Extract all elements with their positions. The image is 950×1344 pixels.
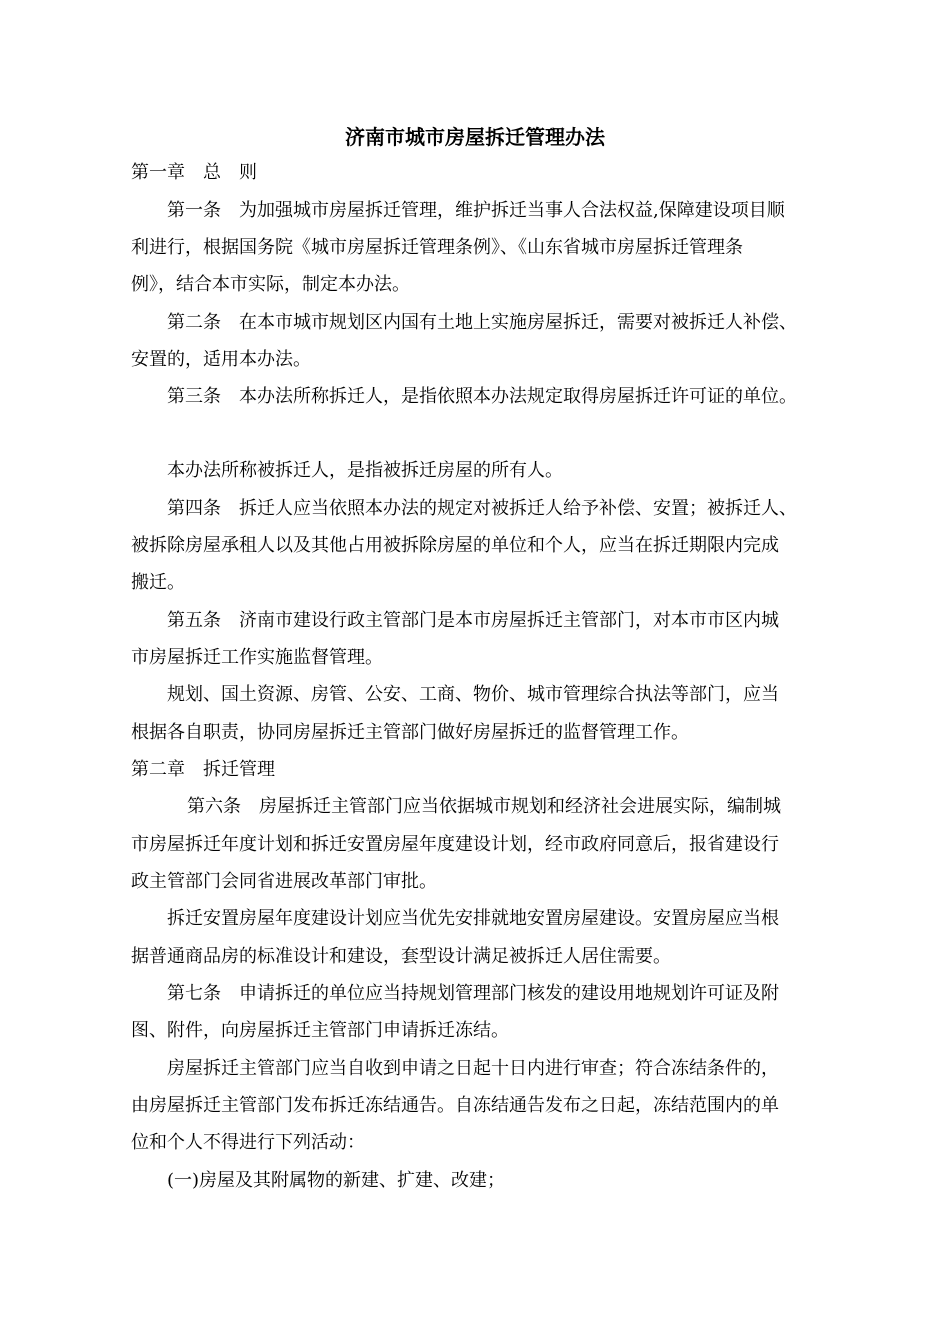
- paragraph-line: 安置的，适用本办法。: [131, 349, 311, 370]
- paragraph-line: 第三条 本办法所称拆迁人，是指依照本办法规定取得房屋拆迁许可证的单位。: [167, 386, 797, 407]
- paragraph-line: 第六条 房屋拆迁主管部门应当依据城市规划和经济社会进展实际，编制城: [187, 796, 781, 817]
- paragraph-line: 政主管部门会同省进展改革部门审批。: [131, 871, 437, 892]
- paragraph-line: 规划、国土资源、房管、公安、工商、物价、城市管理综合执法等部门，应当: [167, 684, 779, 705]
- paragraph-line: 第五条 济南市建设行政主管部门是本市房屋拆迁主管部门，对本市市区内城: [167, 610, 779, 631]
- paragraph-line: 房屋拆迁主管部门应当自收到申请之日起十日内进行审查；符合冻结条件的，: [167, 1058, 779, 1079]
- paragraph-line: 第四条 拆迁人应当依照本办法的规定对被拆迁人给予补偿、安置；被拆迁人、: [167, 498, 797, 519]
- paragraph-line: 第七条 申请拆迁的单位应当持规划管理部门核发的建设用地规划许可证及附: [167, 983, 779, 1004]
- paragraph-line: 利进行，根据国务院《城市房屋拆迁管理条例》、《山东省城市房屋拆迁管理条: [131, 237, 743, 258]
- paragraph-line: 拆迁安置房屋年度建设计划应当优先安排就地安置房屋建设。安置房屋应当根: [167, 908, 779, 929]
- paragraph-line: 被拆除房屋承租人以及其他占用被拆除房屋的单位和个人，应当在拆迁期限内完成: [131, 535, 779, 556]
- paragraph-line: 本办法所称被拆迁人，是指被拆迁房屋的所有人。: [167, 460, 563, 481]
- paragraph-line: 第二条 在本市城市规划区内国有土地上实施房屋拆迁，需要对被拆迁人补偿、: [167, 312, 797, 333]
- paragraph-line: 市房屋拆迁年度计划和拆迁安置房屋年度建设计划，经市政府同意后，报省建设行: [131, 834, 779, 855]
- paragraph-line: 搬迁。: [131, 572, 185, 593]
- paragraph-line: 图、附件，向房屋拆迁主管部门申请拆迁冻结。: [131, 1020, 509, 1041]
- paragraph-line: 市房屋拆迁工作实施监督管理。: [131, 647, 383, 668]
- paragraph-line: 由房屋拆迁主管部门发布拆迁冻结通告。自冻结通告发布之日起，冻结范围内的单: [131, 1095, 779, 1116]
- paragraph-line: 例》，结合本市实际，制定本办法。: [131, 274, 410, 295]
- paragraph-line: 位和个人不得进行下列活动：: [131, 1132, 365, 1153]
- chapter-heading: 第二章 拆迁管理: [131, 759, 275, 780]
- chapter-heading: 第一章 总 则: [131, 162, 257, 183]
- paragraph-line: (一)房屋及其附属物的新建、扩建、改建；: [167, 1170, 506, 1191]
- document-title: 济南市城市房屋拆迁管理办法: [345, 125, 605, 149]
- paragraph-line: 据普通商品房的标准设计和建设，套型设计满足被拆迁人居住需要。: [131, 946, 671, 967]
- paragraph-line: 第一条 为加强城市房屋拆迁管理，维护拆迁当事人合法权益,保障建设项目顺: [167, 200, 785, 221]
- paragraph-line: 根据各自职责，协同房屋拆迁主管部门做好房屋拆迁的监督管理工作。: [131, 722, 689, 743]
